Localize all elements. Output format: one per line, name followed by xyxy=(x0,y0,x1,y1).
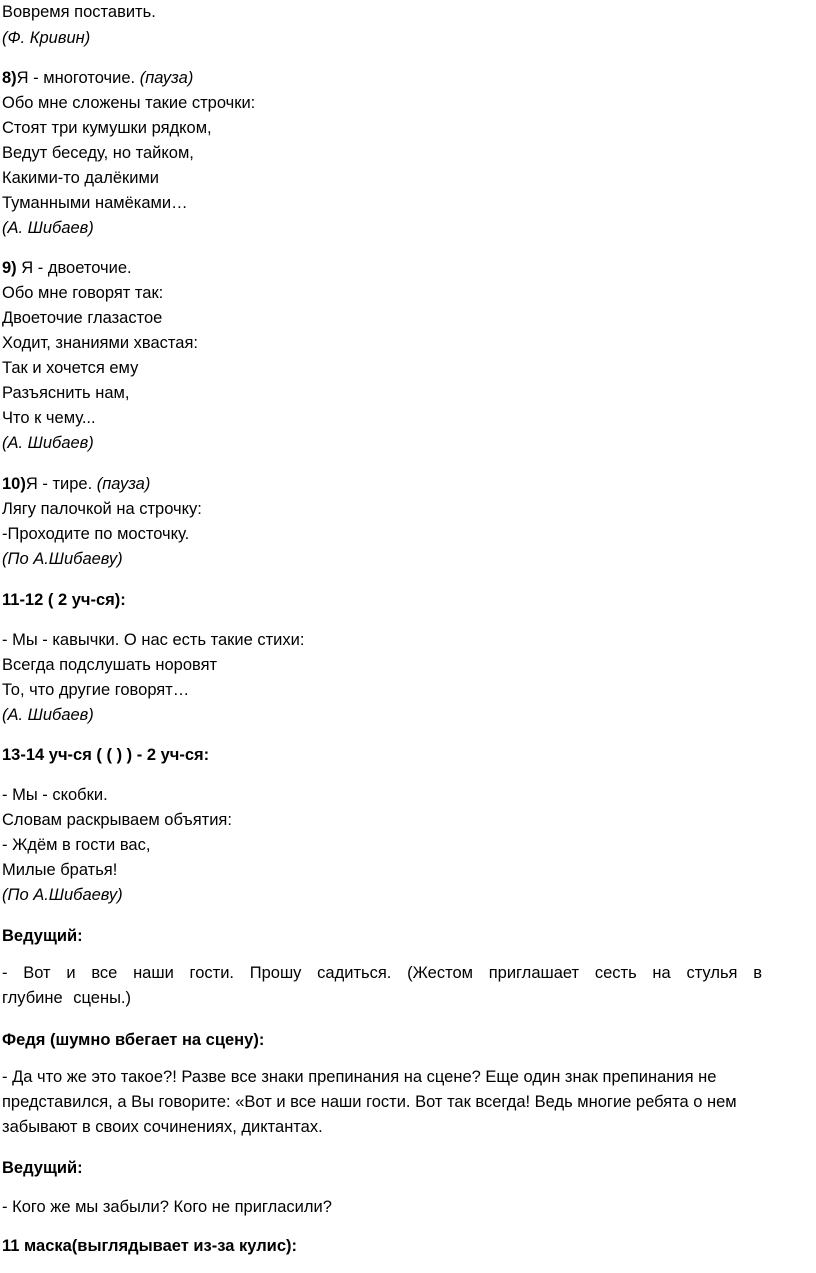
poem-line: - Ждём в гости вас, xyxy=(2,836,151,854)
speaker-heading: Ведущий: xyxy=(2,1159,83,1177)
text-line: Вовремя поставить. xyxy=(2,3,156,21)
speaker-heading: Федя (шумно вбегает на сцену): xyxy=(2,1031,265,1049)
section-11-12-heading: 11-12 ( 2 уч-ся): xyxy=(2,591,126,609)
author-line: (Ф. Кривин) xyxy=(2,29,91,47)
poem-line: То, что другие говорят… xyxy=(2,681,190,699)
poem-line: - Мы - кавычки. О нас есть такие стихи: xyxy=(2,631,305,649)
author-line: (По А.Шибаеву) xyxy=(2,886,123,904)
poem-line: Туманными намёками… xyxy=(2,194,188,212)
author-line: (По А.Шибаеву) xyxy=(2,550,123,568)
poem-line: Всегда подслушать норовят xyxy=(2,656,218,674)
dialogue-paragraph: - Вот и все наши гости. Прошу садиться. (Жестом приглашает сесть на стулья в глубине сцены.) xyxy=(2,964,762,1007)
section-8-heading: 8)Я - многоточие. (пауза) xyxy=(2,69,194,87)
poem-line: -Проходите по мосточку. xyxy=(2,525,190,543)
poem-line: Лягу палочкой на строчку: xyxy=(2,500,202,518)
speaker-heading: 11 маска(выглядывает из-за кулис): xyxy=(2,1237,297,1255)
poem-line: Обо мне сложены такие строчки: xyxy=(2,94,256,112)
poem-line: Словам раскрываем объятия: xyxy=(2,811,232,829)
poem-line: Так и хочется ему xyxy=(2,359,139,377)
poem-line: - Мы - скобки. xyxy=(2,786,108,804)
speaker-heading: Ведущий: xyxy=(2,927,83,945)
poem-line: Обо мне говорят так: xyxy=(2,284,164,302)
section-9-heading: 9) Я - двоеточие. xyxy=(2,259,132,277)
poem-line: Разъяснить нам, xyxy=(2,384,130,402)
poem-line: Ходит, знаниями хвастая: xyxy=(2,334,198,352)
author-line: (А. Шибаев) xyxy=(2,706,94,724)
dialogue-paragraph: - Да что же это такое?! Разве все знаки препинания на сцене? Еще один знак препинания не представился, а Вы говорите: «Вот и все наши гости. Вот так всегда! Ведь многие ребята о нем забывают в своих сочинениях, диктантах. xyxy=(2,1068,737,1136)
author-line: (А. Шибаев) xyxy=(2,434,94,452)
section-13-14-heading: 13-14 уч-ся ( ( ) ) - 2 уч-ся: xyxy=(2,746,210,764)
dialogue-line: - Кого же мы забыли? Кого не пригласили? xyxy=(2,1198,332,1216)
poem-line: Что к чему... xyxy=(2,409,96,427)
poem-line: Стоят три кумушки рядком, xyxy=(2,119,212,137)
poem-line: Ведут беседу, но тайком, xyxy=(2,144,194,162)
author-line: (А. Шибаев) xyxy=(2,219,94,237)
poem-line: Милые братья! xyxy=(2,861,118,879)
poem-line: Какими-то далёкими xyxy=(2,169,160,187)
poem-line: Двоеточие глазастое xyxy=(2,309,163,327)
section-10-heading: 10)Я - тире. (пауза) xyxy=(2,475,151,493)
